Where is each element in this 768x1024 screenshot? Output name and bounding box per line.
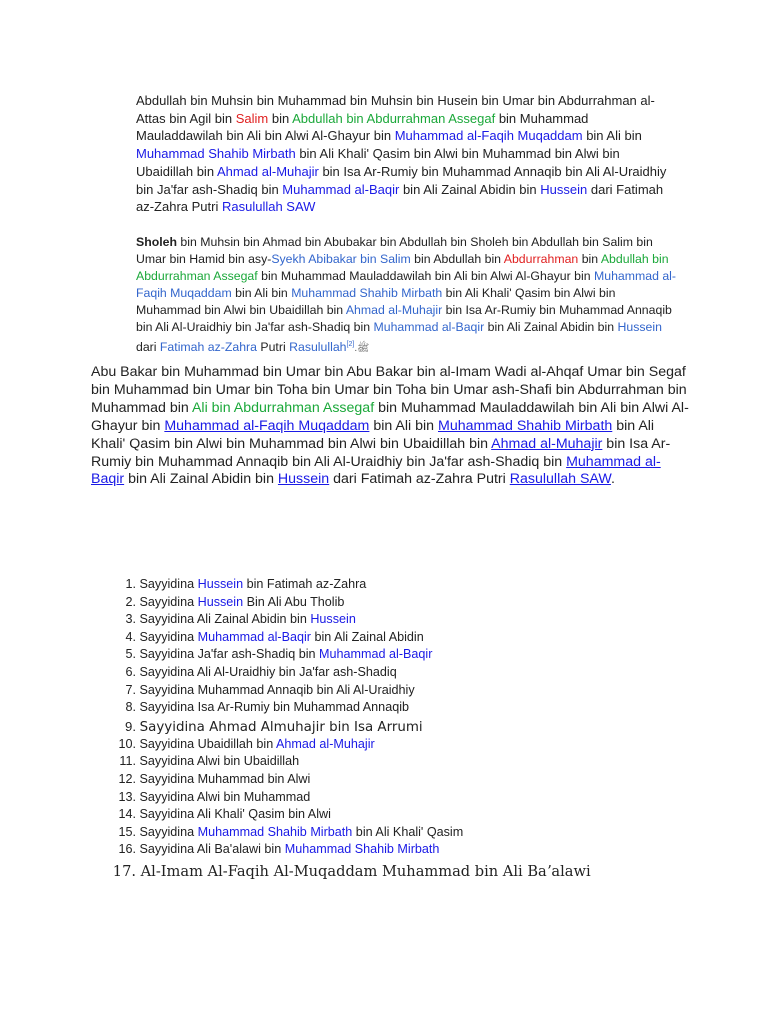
list-text: Sayyidina Ali Khali' Qasim bin Alwi: [139, 807, 331, 822]
lineage-paragraph-1: [136, 92, 676, 216]
list-text: Sayyidina Ubaidillah bin: [139, 736, 277, 751]
list-item: [108, 717, 668, 736]
list-number: 8.: [125, 700, 136, 715]
list-number: 11.: [119, 754, 136, 769]
list-text: Sayyidina Ali Ba'alawi bin: [139, 842, 285, 857]
list-item: [108, 646, 668, 664]
list-item: [108, 611, 668, 629]
text: bin Muhammad Mauladdawilah bin Ali bin Alwi Al-Ghayur bin: [136, 110, 589, 144]
list-item: [108, 753, 668, 771]
shahib-mirbath-link[interactable]: Muhammad Shahib Mirbath: [136, 146, 296, 162]
lineage-list: [108, 576, 668, 885]
text: bin Muhammad Mauladdawilah bin Ali bin Alwi Al-Ghayur bin: [257, 269, 594, 283]
text: bin Isa Ar-Rumiy bin Muhammad Annaqib bin Ali Al-Uraidhiy bin Ja'far ash-Shadiq bin: [91, 435, 671, 470]
muhammad-baqir-link[interactable]: Muhammad al-Baqir: [91, 453, 661, 488]
list-number: 5.: [125, 647, 136, 662]
list-text: Bin Ali Abu Tholib: [243, 594, 345, 609]
list-text: Sayyidina Ahmad Almuhajir bin Isa Arrumi: [139, 719, 423, 735]
list-item: [108, 629, 668, 647]
sholeh-name: Sholeh: [136, 235, 177, 249]
abdurrahman-link[interactable]: Abdurrahman: [503, 252, 579, 266]
list-number: 4.: [125, 629, 136, 644]
list-text: bin Ali Khali' Qasim: [352, 824, 464, 839]
faqih-muqaddam-link[interactable]: Muhammad al-Faqih Muqaddam: [394, 128, 583, 144]
text: dari Fatimah az-Zahra Putri: [136, 181, 664, 215]
hussein-link[interactable]: Hussein: [277, 471, 330, 488]
list-item: [108, 594, 668, 612]
list-item: [108, 664, 668, 682]
text: bin Ali Zainal Abidin bin: [484, 320, 618, 334]
list-text: Sayyidina Alwi bin Muhammad: [139, 789, 311, 804]
list-text: Sayyidina Ali Al-Uraidhiy bin Ja'far ash-Shadiq: [139, 664, 397, 679]
list-item: [108, 699, 668, 717]
list-number: 16.: [118, 842, 136, 857]
list-item: [108, 682, 668, 700]
text: .: [610, 471, 615, 488]
list-text: Sayyidina Muhammad bin Alwi: [139, 771, 311, 786]
lineage-paragraph-2: [136, 234, 676, 357]
text: bin Ali bin: [369, 417, 438, 434]
salim-link[interactable]: Salim: [235, 110, 269, 126]
text: bin Ali Khali' Qasim bin Alwi bin Muhammad bin Alwi bin Ubaidillah bin: [136, 286, 616, 317]
list-item: [108, 736, 668, 754]
text: bin Muhsin bin Ahmad bin Abubakar bin Abdullah bin Sholeh bin Abdullah bin Salim bin Umar bin Hamid bin asy-: [136, 235, 653, 266]
list-number: 15.: [118, 824, 136, 839]
ahmad-muhajir-link[interactable]: Ahmad al-Muhajir: [345, 303, 443, 317]
list-number: 1.: [125, 577, 136, 591]
text: Abu Bakar bin Muhammad bin Umar bin Abu Bakar bin al-Imam Wadi al-Ahqaf Umar bin Segaf bin Muhammad bin Umar bin Toha bin Umar bin Toha bin Umar ash-Shafi bin Abdurrahman bin Muhammad bin: [91, 364, 687, 416]
list-link[interactable]: Hussein: [310, 612, 356, 627]
list-number: 9.: [125, 718, 136, 734]
text: dari Fatimah az-Zahra Putri: [329, 471, 510, 488]
muhammad-baqir-link[interactable]: Muhammad al-Baqir: [373, 320, 485, 334]
list-text: Sayyidina Alwi bin Ubaidillah: [139, 754, 300, 769]
list-number: 2.: [125, 594, 136, 609]
text: bin Ali Zainal Abidin bin: [124, 471, 278, 488]
list-text: Sayyidina: [139, 594, 198, 609]
text: bin Muhammad Mauladdawilah bin Ali bin Alwi Al-Ghayur bin: [91, 399, 689, 434]
list-link[interactable]: Ahmad al-Muhajir: [276, 736, 375, 751]
list-text: Al-Imam Al-Faqih Al-Muqaddam Muhammad bin Ali Baʼalawi: [140, 862, 591, 880]
ahmad-muhajir-link[interactable]: Ahmad al-Muhajir: [491, 435, 603, 452]
list-item: [108, 576, 668, 594]
list-number: 6.: [125, 664, 136, 679]
list-text: Sayyidina Ja'far ash-Shadiq bin: [139, 647, 320, 662]
text: bin Ali bin: [582, 128, 642, 144]
list-number: 14.: [118, 807, 136, 822]
reference-link[interactable]: [2]: [346, 341, 355, 348]
rasulullah-link[interactable]: Rasulullah: [289, 340, 347, 355]
text: bin: [268, 110, 293, 126]
abdullah-assegaf-link[interactable]: Abdullah bin Abdurrahman Assegaf: [292, 110, 496, 126]
list-text: Sayyidina Ali Zainal Abidin bin: [139, 612, 311, 627]
list-number: 12.: [118, 771, 136, 786]
list-item: [108, 789, 668, 807]
list-text: Sayyidina: [139, 629, 198, 644]
list-link[interactable]: Hussein: [197, 594, 244, 609]
text: bin Ali Khali' Qasim bin Alwi bin Muhammad bin Alwi bin Ubaidillah bin: [136, 146, 620, 179]
abibakar-salim-link[interactable]: Syekh Abibakar bin Salim: [271, 252, 411, 266]
list-link[interactable]: Muhammad Shahib Mirbath: [284, 842, 440, 857]
list-text: Sayyidina: [139, 577, 198, 591]
text: bin Ali bin: [231, 286, 292, 300]
list-link[interactable]: Muhammad Shahib Mirbath: [197, 824, 353, 839]
ahmad-muhajir-link[interactable]: Ahmad al-Muhajir: [216, 163, 319, 179]
text: bin Isa Ar-Rumiy bin Muhammad Annaqib bin Ali Al-Uraidhiy bin Ja'far ash-Shadiq bin: [136, 303, 672, 334]
text: Abdullah bin Muhsin bin Muhammad bin Muhsin bin Husein bin Umar bin Abdurrahman al-Attas bin Agil bin: [136, 93, 655, 126]
list-item: [108, 841, 668, 859]
list-number: 10.: [118, 736, 136, 751]
list-item: [108, 824, 668, 842]
rasulullah-link[interactable]: Rasulullah SAW: [509, 471, 611, 488]
shahib-mirbath-link[interactable]: Muhammad Shahib Mirbath: [438, 417, 613, 434]
hussein-link[interactable]: Hussein: [540, 181, 588, 197]
lineage-paragraph-3: [91, 364, 691, 489]
text: bin Ali Khali' Qasim bin Alwi bin Muhammad bin Alwi bin Ubaidillah bin: [91, 417, 655, 452]
ali-assegaf-link[interactable]: Ali bin Abdurrahman Assegaf: [191, 399, 375, 416]
text: bin: [578, 252, 601, 266]
list-text: Sayyidina: [139, 824, 198, 839]
faqih-muqaddam-link[interactable]: Muhammad al-Faqih Muqaddam: [136, 269, 676, 300]
muhammad-baqir-link[interactable]: Muhammad al-Baqir: [282, 181, 400, 197]
list-number: 17.: [112, 862, 136, 880]
text: bin Abdullah bin: [410, 252, 504, 266]
faqih-muqaddam-link[interactable]: Muhammad al-Faqih Muqaddam: [164, 417, 370, 434]
list-item: [108, 806, 668, 824]
list-text: bin Fatimah az-Zahra: [243, 577, 367, 591]
list-link[interactable]: Hussein: [197, 577, 244, 591]
abdullah-assegaf-link[interactable]: Abdullah bin Abdurrahman Assegaf: [136, 252, 669, 283]
list-text: Sayyidina Muhammad Annaqib bin Ali Al-Uraidhiy: [139, 682, 415, 697]
list-item: [108, 859, 668, 885]
list-text: Sayyidina Isa Ar-Rumiy bin Muhammad Annaqib: [139, 700, 409, 715]
hussein-link[interactable]: Hussein: [617, 320, 662, 334]
text: Putri: [256, 340, 290, 355]
text: bin Ali Zainal Abidin bin: [399, 181, 541, 197]
text: dari: [136, 340, 160, 355]
list-number: 13.: [118, 789, 136, 804]
text: bin Isa Ar-Rumiy bin Muhammad Annaqib bin Ali Al-Uraidhiy bin Ja'far ash-Shadiq bin: [136, 163, 667, 197]
list-text: bin Ali Zainal Abidin: [311, 629, 424, 644]
fatimah-link[interactable]: Fatimah az-Zahra: [159, 340, 257, 355]
rasulullah-link[interactable]: Rasulullah SAW: [221, 199, 316, 215]
list-link[interactable]: Muhammad al-Baqir: [197, 629, 311, 644]
shahib-mirbath-link[interactable]: Muhammad Shahib Mirbath: [291, 286, 443, 300]
list-link[interactable]: Muhammad al-Baqir: [319, 647, 433, 662]
list-number: 7.: [125, 682, 136, 697]
list-item: [108, 771, 668, 789]
list-number: 3.: [125, 612, 136, 627]
salawat-symbol: .ﷺ: [354, 343, 370, 355]
